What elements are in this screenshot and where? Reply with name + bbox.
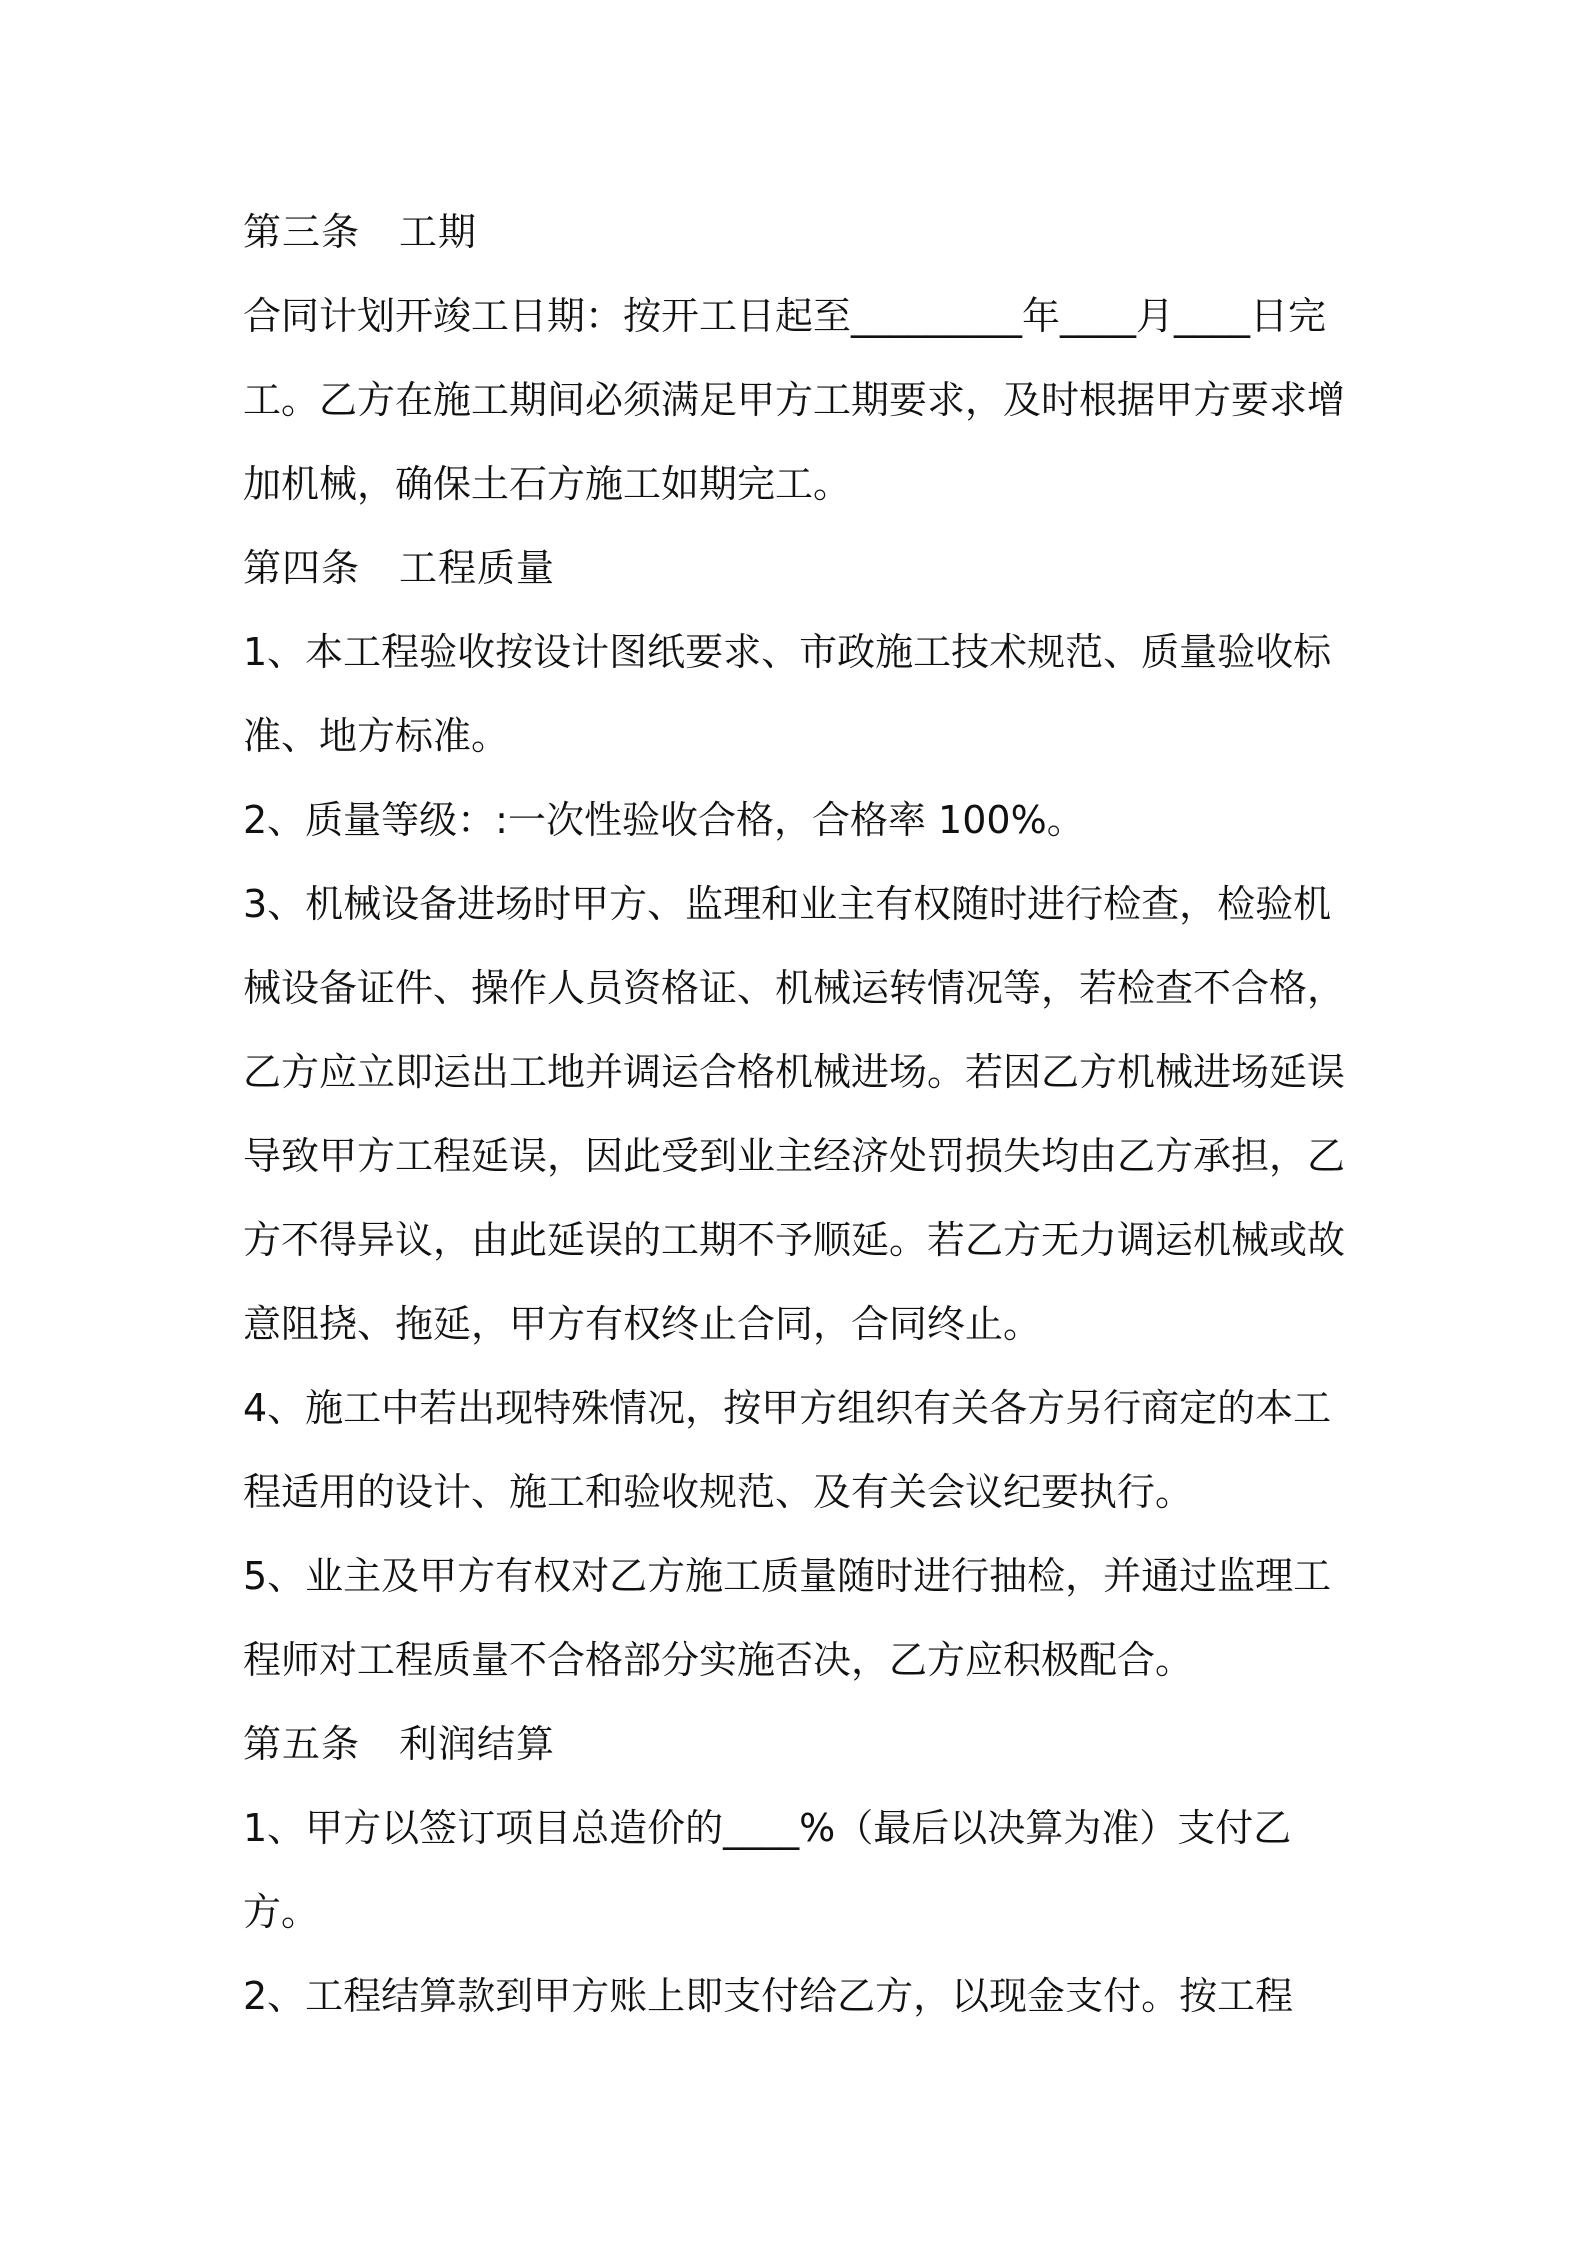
article-3-construction-period-text: 合同计划开竣工日期：按开工日起至_________年____月____日完工。乙方在施工期间必须满足甲方工期要求，及时根据甲方要求增加机械，确保土石方施工如期完工。 (243, 294, 1346, 506)
article-5-item-1: 1、甲方以签订项目总造价的____%（最后以决算为准）支付乙方。 (243, 1806, 1292, 1934)
article-4-item-4: 4、施工中若出现特殊情况，按甲方组织有关各方另行商定的本工程适用的设计、施工和验收规范、及有关会议纪要执行。 (243, 1386, 1332, 1514)
article-5-heading: 第五条 利润结算 (243, 1722, 556, 1766)
article-4-item-1: 1、本工程验收按设计图纸要求、市政施工技术规范、质量验收标准、地方标准。 (243, 630, 1332, 758)
article-4-item-2: 2、质量等级：:一次性验收合格，合格率 100%。 (243, 798, 1085, 842)
document-body (243, 190, 1355, 2038)
article-3-heading: 第三条 工期 (243, 210, 478, 254)
article-4-heading: 第四条 工程质量 (243, 546, 556, 590)
article-5-item-2: 2、工程结算款到甲方账上即支付给乙方，以现金支付。按工程 (243, 1974, 1294, 2018)
article-4-item-3: 3、机械设备进场时甲方、监理和业主有权随时进行检查，检验机械设备证件、操作人员资格证、机械运转情况等，若检查不合格，乙方应立即运出工地并调运合格机械进场。若因乙方机械进场延误导致甲方工程延误，因此受到业主经济处罚损失均由乙方承担，乙方不得异议，由此延误的工期不予顺延。若乙方无力调运机械或故意阻挠、拖延，甲方有权终止合同，合同终止。 (243, 882, 1346, 1346)
article-4-item-5: 5、业主及甲方有权对乙方施工质量随时进行抽检，并通过监理工程师对工程质量不合格部分实施否决，乙方应积极配合。 (243, 1554, 1332, 1682)
